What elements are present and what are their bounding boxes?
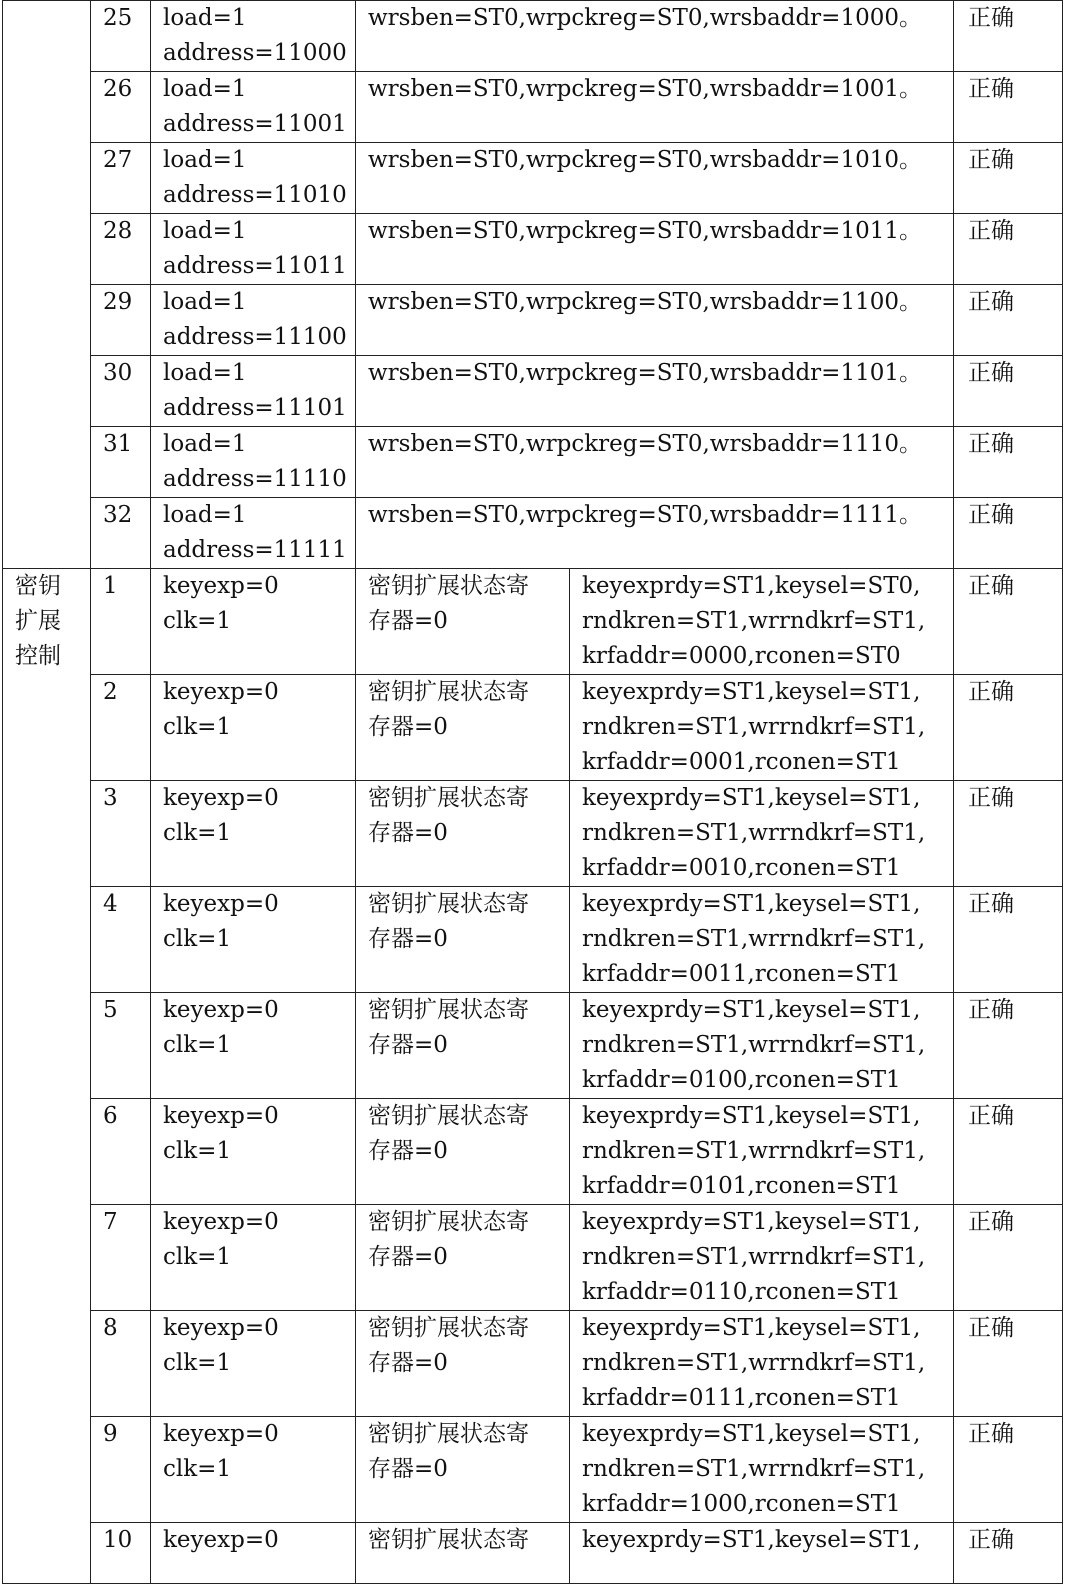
state-cell: 密钥扩展状态寄 存器=0 (356, 1205, 570, 1311)
result-cell: 正确 (954, 1311, 1063, 1417)
output-cell: keyexprdy=ST1,keysel=ST1, rndkren=ST1,wrrndkrf=ST1, krfaddr=0010,rconen=ST1 (570, 781, 954, 887)
table-row (3, 675, 1063, 781)
table-row (3, 214, 1063, 285)
table-row (3, 781, 1063, 887)
result-cell: 正确 (954, 781, 1063, 887)
output-cell: wrsben=ST0,wrpckreg=ST0,wrsbaddr=1101。 (356, 356, 954, 427)
group-label-cell: 密钥 扩展 控制 (3, 569, 91, 1584)
result-cell: 正确 (954, 993, 1063, 1099)
input-cell: keyexp=0 clk=1 (151, 993, 356, 1099)
result-cell: 正确 (954, 356, 1063, 427)
result-cell: 正确 (954, 72, 1063, 143)
table-row (3, 427, 1063, 498)
table-row (3, 887, 1063, 993)
input-cell: load=1 address=11001 (151, 72, 356, 143)
state-cell: 密钥扩展状态寄 存器=0 (356, 887, 570, 993)
input-cell: load=1 address=11101 (151, 356, 356, 427)
input-cell: load=1 address=11100 (151, 285, 356, 356)
group-label-cell (3, 1, 91, 569)
result-cell: 正确 (954, 1, 1063, 72)
case-number-cell: 6 (91, 1099, 151, 1205)
case-number-cell: 4 (91, 887, 151, 993)
table-row (3, 1417, 1063, 1523)
result-cell: 正确 (954, 1417, 1063, 1523)
output-cell: keyexprdy=ST1,keysel=ST0, rndkren=ST1,wrrndkrf=ST1, krfaddr=0000,rconen=ST0 (570, 569, 954, 675)
output-cell: wrsben=ST0,wrpckreg=ST0,wrsbaddr=1010。 (356, 143, 954, 214)
case-number-cell: 10 (91, 1523, 151, 1584)
table-row (3, 1311, 1063, 1417)
state-cell: 密钥扩展状态寄 存器=0 (356, 569, 570, 675)
case-number-cell: 29 (91, 285, 151, 356)
state-cell: 密钥扩展状态寄 存器=0 (356, 1417, 570, 1523)
output-cell: wrsben=ST0,wrpckreg=ST0,wrsbaddr=1110。 (356, 427, 954, 498)
output-cell: keyexprdy=ST1,keysel=ST1, rndkren=ST1,wrrndkrf=ST1, krfaddr=0110,rconen=ST1 (570, 1205, 954, 1311)
result-cell: 正确 (954, 498, 1063, 569)
output-cell: keyexprdy=ST1,keysel=ST1, rndkren=ST1,wrrndkrf=ST1, krfaddr=0101,rconen=ST1 (570, 1099, 954, 1205)
result-cell: 正确 (954, 427, 1063, 498)
case-number-cell: 7 (91, 1205, 151, 1311)
output-cell: keyexprdy=ST1,keysel=ST1, rndkren=ST1,wrrndkrf=ST1, krfaddr=0001,rconen=ST1 (570, 675, 954, 781)
output-cell: keyexprdy=ST1,keysel=ST1, (570, 1523, 954, 1584)
input-cell: load=1 address=11011 (151, 214, 356, 285)
result-cell: 正确 (954, 1099, 1063, 1205)
test-case-table (2, 0, 1063, 1584)
input-cell: load=1 address=11111 (151, 498, 356, 569)
input-cell: keyexp=0 clk=1 (151, 1311, 356, 1417)
case-number-cell: 30 (91, 356, 151, 427)
state-cell: 密钥扩展状态寄 存器=0 (356, 993, 570, 1099)
input-cell: keyexp=0 clk=1 (151, 1099, 356, 1205)
case-number-cell: 26 (91, 72, 151, 143)
table-row (3, 1523, 1063, 1584)
case-number-cell: 3 (91, 781, 151, 887)
result-cell: 正确 (954, 285, 1063, 356)
input-cell: keyexp=0 clk=1 (151, 887, 356, 993)
result-cell: 正确 (954, 887, 1063, 993)
output-cell: wrsben=ST0,wrpckreg=ST0,wrsbaddr=1100。 (356, 285, 954, 356)
result-cell: 正确 (954, 214, 1063, 285)
result-cell: 正确 (954, 1523, 1063, 1584)
output-cell: wrsben=ST0,wrpckreg=ST0,wrsbaddr=1001。 (356, 72, 954, 143)
result-cell: 正确 (954, 1205, 1063, 1311)
output-cell: wrsben=ST0,wrpckreg=ST0,wrsbaddr=1011。 (356, 214, 954, 285)
input-cell: keyexp=0 clk=1 (151, 675, 356, 781)
case-number-cell: 32 (91, 498, 151, 569)
input-cell: load=1 address=11010 (151, 143, 356, 214)
case-number-cell: 27 (91, 143, 151, 214)
case-number-cell: 31 (91, 427, 151, 498)
state-cell: 密钥扩展状态寄 存器=0 (356, 781, 570, 887)
input-cell: keyexp=0 (151, 1523, 356, 1584)
result-cell: 正确 (954, 569, 1063, 675)
input-cell: load=1 address=11000 (151, 1, 356, 72)
output-cell: keyexprdy=ST1,keysel=ST1, rndkren=ST1,wrrndkrf=ST1, krfaddr=1000,rconen=ST1 (570, 1417, 954, 1523)
state-cell: 密钥扩展状态寄 存器=0 (356, 1311, 570, 1417)
table-row (3, 143, 1063, 214)
case-number-cell: 25 (91, 1, 151, 72)
table-row (3, 1205, 1063, 1311)
case-number-cell: 8 (91, 1311, 151, 1417)
table-row (3, 72, 1063, 143)
case-number-cell: 1 (91, 569, 151, 675)
input-cell: keyexp=0 clk=1 (151, 781, 356, 887)
case-number-cell: 9 (91, 1417, 151, 1523)
input-cell: keyexp=0 clk=1 (151, 1205, 356, 1311)
output-cell: keyexprdy=ST1,keysel=ST1, rndkren=ST1,wrrndkrf=ST1, krfaddr=0111,rconen=ST1 (570, 1311, 954, 1417)
table-row (3, 993, 1063, 1099)
table-body (3, 1, 1063, 1584)
result-cell: 正确 (954, 675, 1063, 781)
table-row (3, 569, 1063, 675)
table-row (3, 1099, 1063, 1205)
state-cell: 密钥扩展状态寄 存器=0 (356, 1099, 570, 1205)
output-cell: wrsben=ST0,wrpckreg=ST0,wrsbaddr=1111。 (356, 498, 954, 569)
table-row (3, 285, 1063, 356)
input-cell: load=1 address=11110 (151, 427, 356, 498)
output-cell: keyexprdy=ST1,keysel=ST1, rndkren=ST1,wrrndkrf=ST1, krfaddr=0011,rconen=ST1 (570, 887, 954, 993)
case-number-cell: 28 (91, 214, 151, 285)
input-cell: keyexp=0 clk=1 (151, 569, 356, 675)
state-cell: 密钥扩展状态寄 (356, 1523, 570, 1584)
state-cell: 密钥扩展状态寄 存器=0 (356, 675, 570, 781)
case-number-cell: 5 (91, 993, 151, 1099)
table-row (3, 1, 1063, 72)
case-number-cell: 2 (91, 675, 151, 781)
output-cell: wrsben=ST0,wrpckreg=ST0,wrsbaddr=1000。 (356, 1, 954, 72)
table-row (3, 356, 1063, 427)
output-cell: keyexprdy=ST1,keysel=ST1, rndkren=ST1,wrrndkrf=ST1, krfaddr=0100,rconen=ST1 (570, 993, 954, 1099)
input-cell: keyexp=0 clk=1 (151, 1417, 356, 1523)
table-row (3, 498, 1063, 569)
result-cell: 正确 (954, 143, 1063, 214)
